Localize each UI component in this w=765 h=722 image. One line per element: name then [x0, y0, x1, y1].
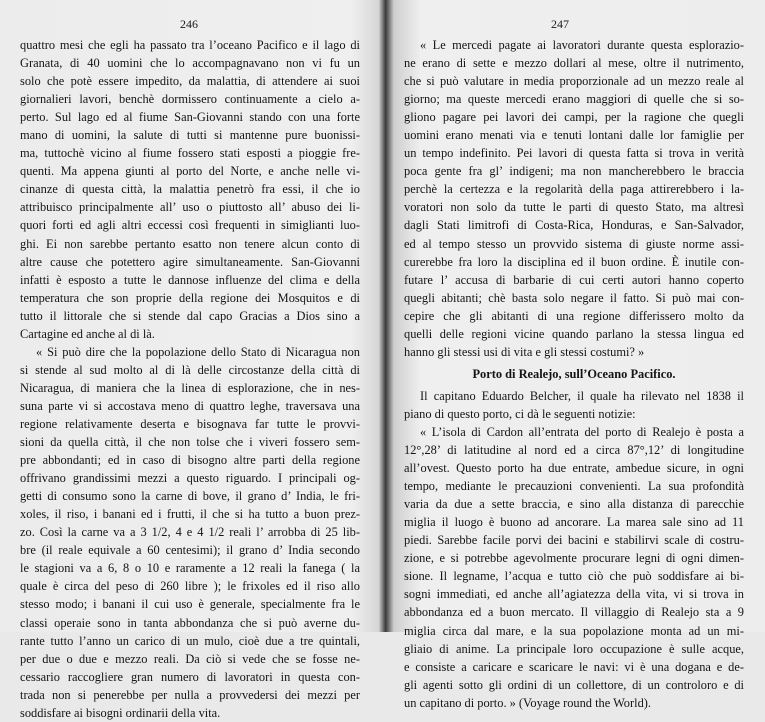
text-line: le stagioni va a 6, 8 o 10 e raramente a 12 reali la fanega ( la [20, 561, 360, 576]
text-line: giorno; ma queste mercedi erano maggiori di quelle che si so- [404, 92, 744, 107]
text-line: Il capitano Eduardo Belcher, il quale ha rilevato nel 1838 il [420, 388, 744, 403]
page-number: 247 [551, 17, 569, 31]
text-line: sione. Il legname, l’acqua e tutto ciò che può soddisfare ai bi- [404, 569, 744, 584]
text-line: 12°,28’ di latitudine al nord ed a circa 87°,12’ di longitudine [404, 443, 744, 458]
text-line: curerebbe fra loro la disciplina ed il buon ordine. È inutile con- [404, 254, 744, 269]
text-line: « L’isola di Cardon all’entrata del porto di Realejo è posta a [420, 424, 744, 439]
text-line: cepire che gli abitanti di una regione differissero molto da [404, 308, 744, 323]
text-line: poca gente fra gl’ indigeni; ma non mancherebbero le braccia [404, 164, 744, 179]
text-line: piano di questo porto, ci dà le seguenti notizie: [404, 406, 636, 421]
text-line: perchè la certezza e la regolarità della paga attirerebbero i la- [404, 182, 744, 197]
text-line: quenti. Ma appena giunti al porto del Norte, e anche nelle vi- [20, 164, 360, 179]
text-line: un tempo indefinito. Pei lavori di questa fatta si trova in verità [404, 146, 744, 161]
page-text [404, 36, 744, 712]
right-page [384, 0, 765, 710]
text-line: piedi. Sarebbe facile porvi dei bacini e stabilirvi scale di costru- [404, 533, 744, 548]
section-heading: Porto di Realejo, sull’Oceano Pacifico. [472, 366, 676, 381]
text-line: suna parte vi si accostava meno di quattro leghe, traversava una [20, 398, 360, 413]
text-line: bre (il reale equivale a 60 centesimi); il grano d’ India secondo [20, 543, 360, 558]
text-line: xoles, il riso, i banani ed i frutti, il che si ha tutto a buon prez- [20, 507, 360, 522]
text-line: Nicaragua, di maniera che la linea di esplorazione, che in nes- [20, 380, 360, 395]
text-line: quegli abitanti; chè basta solo negare il fatto. Si può mai con- [404, 290, 744, 305]
text-line: giornalieri lavori, benchè dormissero continuamente a cielo a- [20, 92, 360, 107]
text-line: sogni immediati, ed anche all’agiatezza della vita, vi si trova in [404, 587, 744, 602]
text-line: offrivano grandissimi mezzi a questo riguardo. I principali og- [20, 471, 360, 486]
text-line: ma, tuttochè vicino al fiume fossero stati esposti a pioggie fre- [20, 146, 360, 161]
text-line: si stende al sud molto al di là delle circostanze della città di [20, 362, 360, 377]
text-line: trada non si penerebbe per nulla a provvedersi dei mezzi per [20, 687, 360, 702]
text-line: getti di consumo sono la carne di bove, il grano d’ India, le fri- [20, 489, 360, 504]
text-line: pre abbondanti; ed in caso di bisogno altre parti della regione [20, 453, 360, 468]
text-line: mano di uomini, la salute di tutti si mantenne pure buonissi- [20, 128, 360, 143]
text-line: Granata, di 40 uomini che lo accompagnavano non vi fu un [20, 56, 360, 71]
text-line: ne erano di sette e mezzo dollari al mese, oltre il nutrimento, [404, 56, 744, 71]
text-line: e consiste a caricare e scaricare le navi: vi è una dogana e de- [404, 659, 744, 674]
text-line: quattro mesi che egli ha passato tra l’oceano Pacifico e il lago di [20, 38, 360, 52]
text-line: miglia circa dal mare, e la sua popolazione monta ad un mi- [404, 623, 744, 638]
text-line: sioni da quella città, il che non tolse che i viveri fossero sem- [20, 435, 360, 450]
text-line: « Le mercedi pagate ai lavoratori durante questa esplorazio- [420, 38, 744, 52]
text-line: un capitano di porto. » (Voyage round the World). [404, 695, 651, 710]
text-line: infatti è esposto a tutte le dannose influenze del clima e della [20, 272, 360, 287]
text-line: attribuisco principalmente all’ uso o piuttosto all’ abuso dei li- [20, 200, 360, 215]
text-line: abbondanza ed a buon mercato. Il villaggio di Realejo sta a 9 [404, 605, 744, 620]
text-line: gliono pagare pei lavori dei campi, per la ragione che quegli [404, 110, 744, 125]
page-number: 246 [180, 17, 198, 31]
text-line: zo. Così la carne va a 3 1/2, 4 e 4 1/2 reali l’ arrobba di 25 lib- [20, 525, 360, 540]
text-line: miglia il luogo è buono ad ancorare. La marea sale sino ad 11 [404, 515, 744, 530]
text-line: gliaio di anime. La principale loro occupazione è sulle acque, [404, 641, 744, 656]
text-line: soddisfare ai bisogni ordinarii della vita. [20, 705, 221, 720]
text-line: gli agenti sotto gli ordini di un collettore, di un controloro e di [404, 677, 744, 692]
text-line: rante tutto l’anno un carico di un mulo, cioè due a tre quintali, [20, 633, 360, 648]
text-line: uomini erano menati via e tenuti lontani dalle lor famiglie per [404, 128, 744, 143]
text-line: per due o due e mezzo reali. Da ciò si vede che se fosse ne- [20, 651, 360, 666]
page-text [20, 36, 360, 722]
text-line: cinanze di questa città, la malattia penetrò fra essi, il che io [20, 182, 360, 197]
text-line: che si può valutare in media proporzionale ad un mezzo reale al [404, 74, 744, 89]
text-line: dagli Stati limitrofi di Costa-Rica, Honduras, e San-Salvador, [404, 218, 744, 233]
text-line: cessario raccogliere gran numero di lavoratori in questa con- [20, 669, 360, 684]
text-line: all’ovest. Questo porto ha due entrate, ambedue sicure, in ogni [404, 461, 744, 476]
text-line: temperatura che son proprie della regione dei Mosquitos e di [20, 290, 360, 305]
text-line: stesso modo; i banani il cui uso è generale, specialmente fra le [20, 597, 360, 612]
text-line: quelli delle regioni vicine quando parlano la stessa lingua ed [404, 326, 744, 341]
text-line: classi operaie sono in tanta abbondanza che si può averne du- [20, 615, 360, 630]
text-line: « Si può dire che la popolazione dello Stato di Nicaragua non [36, 344, 360, 359]
text-line: solo che potè essere impedito, da malattia, di attendere ai suoi [20, 74, 360, 89]
text-line: zione, e si potrebbe agevolmente procurare legni di ogni dimen- [404, 551, 744, 566]
text-line: hanno gli stessi usi di vita e gli stessi costumi? » [404, 344, 645, 359]
text-line: varia da due a sette braccia, e sino alla distanza di parecchie [404, 497, 744, 512]
text-line: quale è circa del peso di 260 libre ); le frixoles ed il riso allo [20, 579, 360, 594]
text-line: perto. Sul lago ed al fiume San-Giovanni stando con una forte [20, 110, 360, 125]
text-line: ed al tempo stesso un provvido sistema di giuste norme assi- [404, 236, 744, 251]
text-line: ghi. Ei non sarebbe pertanto esatto non tenere alcun conto di [20, 236, 360, 251]
text-line: tutto il littorale che si stende dal capo Gracias a Dios sino a [20, 308, 360, 323]
text-line: quori forti ed agli altri eccessi così frequenti in simiglianti luo- [20, 218, 360, 233]
text-line: regione relativamente deserta e bisognava far tutte le provvi- [20, 416, 360, 431]
text-line: altre cause che potettero agire simultaneamente. San-Giovanni [20, 254, 360, 269]
text-line: Cartagine ed anche al di là. [20, 326, 155, 341]
text-line: futare l’ accusa di barbarie di cui certi autori hanno coperto [404, 272, 744, 287]
left-page [0, 0, 382, 720]
text-line: tempo, mediante le precauzioni convenienti. La sua profondità [404, 479, 744, 494]
text-line: voratori non solo da tutte le parti di questo Stato, ma altresì [404, 200, 744, 215]
